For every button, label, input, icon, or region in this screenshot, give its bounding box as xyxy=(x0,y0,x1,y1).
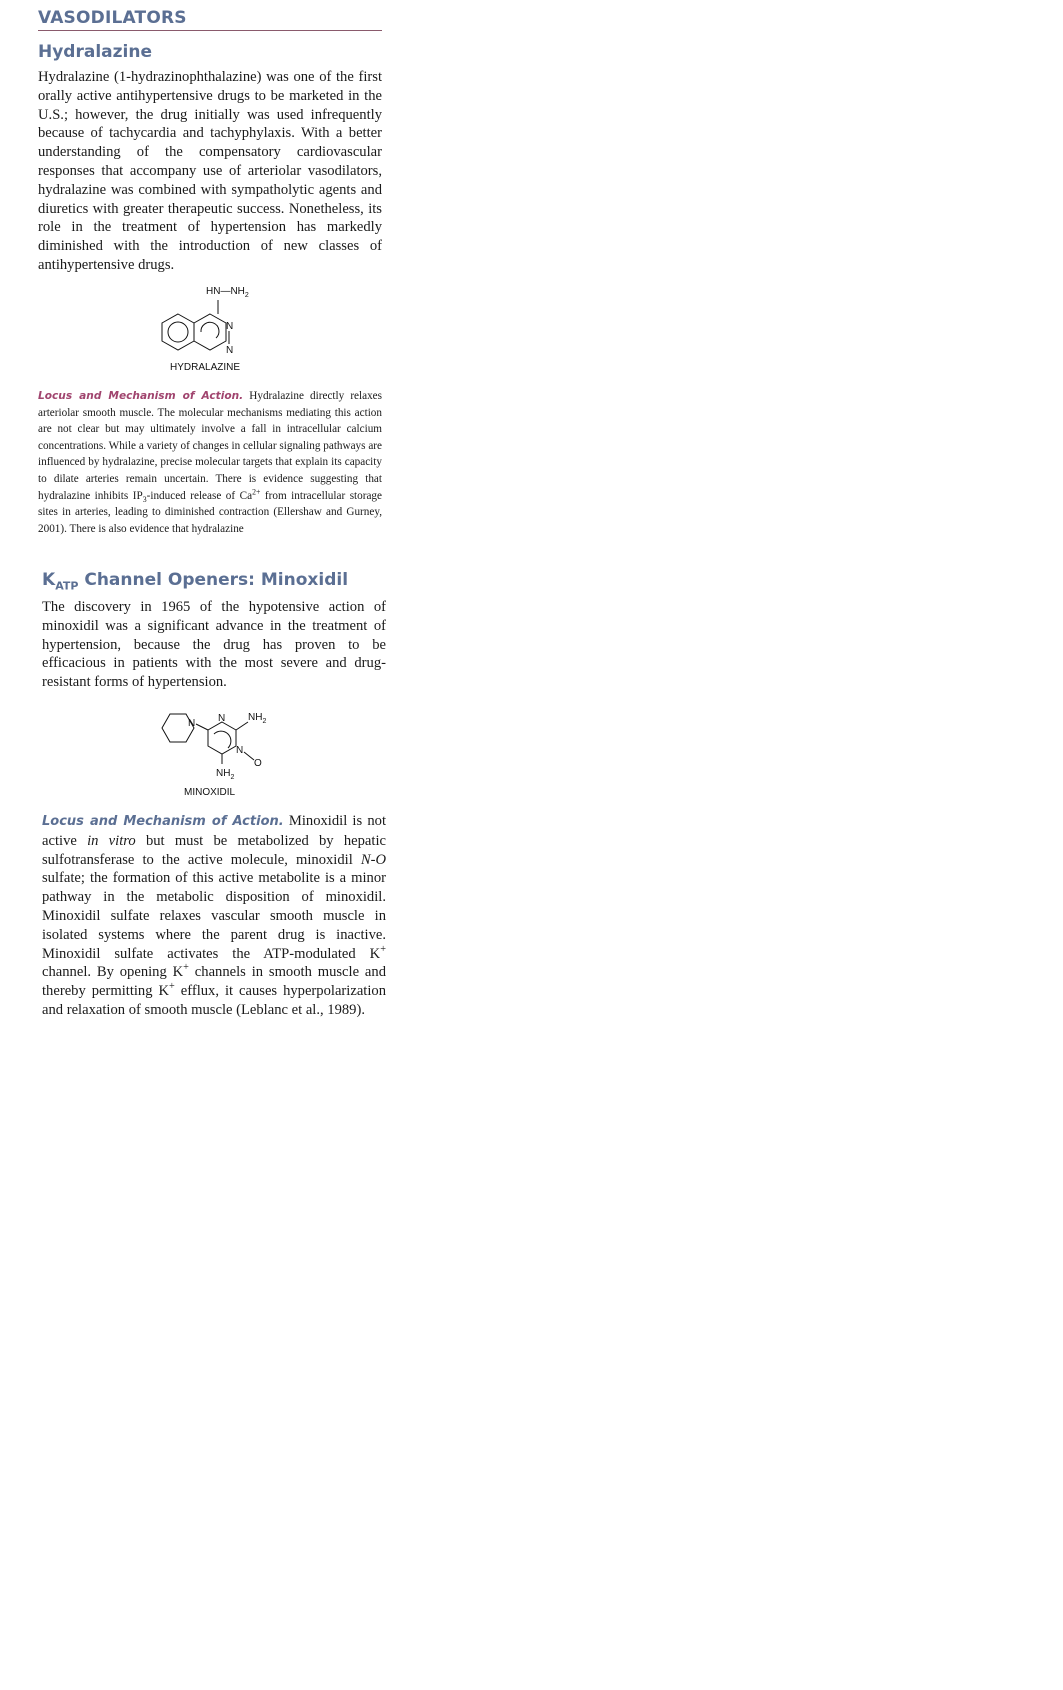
hydralazine-n2: N xyxy=(226,345,234,356)
hydralazine-mechanism: Locus and Mechanism of Action. Hydralazine directly relaxes arteriolar smooth muscle. The molecular mechanisms mediating this action are not clear but may ultimately involve a fall in intracellular calcium concentrations. While a variety of changes in cellular signaling pathways are influenced by hydralazine, precise molecular targets that explain its capacity to dilate arteries remain uncertain. There is evidence suggesting that hydralazine inhibits $IP_3$-induced release of $Ca^{2+}$ from intracellular storage sites in arteries, leading to diminished contraction (Ellershaw and Gurney, 2001). There is also evidence that hydralazine xyxy=(38,390,382,535)
hydralazine-structure-label: HYDRALAZINE xyxy=(170,362,241,373)
minoxidil-o: O xyxy=(254,758,262,769)
minoxidil-intro: The discovery in 1965 of the hypotensive action of minoxidil was a significant advance in the treatment of hypertension, because the drug has proven to be efficacious in patients with the most severe and drug-resistant forms of hypertension. xyxy=(42,599,386,691)
minoxidil-n-oxide: N xyxy=(236,745,244,756)
minoxidil-n-pip: N xyxy=(188,718,196,729)
minoxidil-molecule-drawing xyxy=(150,704,300,804)
hydralazine-heading: Hydralazine xyxy=(38,42,152,62)
minoxidil-nh2-top: $NH_2$ xyxy=(248,712,267,725)
section-header xyxy=(38,8,382,31)
hydralazine-mechanism-lead: Locus and Mechanism of Action. xyxy=(38,390,244,402)
minoxidil-mechanism-lead: Locus and Mechanism of Action. xyxy=(42,814,284,829)
section-title: VASODILATORS xyxy=(38,8,187,28)
minoxidil-structure xyxy=(150,704,300,804)
hydralazine-structure xyxy=(150,282,270,372)
minoxidil-n-top: N xyxy=(218,713,226,724)
hydralazine-group-label: $HN—NH_2$ xyxy=(206,286,249,299)
hydralazine-molecule-drawing xyxy=(150,282,270,372)
minoxidil-nh2-bottom: $NH_2$ xyxy=(216,768,235,781)
minoxidil-mechanism: Locus and Mechanism of Action. Minoxidil is not active in vitro but must be metabolized by hepatic sulfotransferase to the active molecule, minoxidil N-O sulfate; the formation of this active metabolite is a minor pathway in the metabolic disposition of minoxidil. Minoxidil sulfate relaxes vascular smooth muscle in isolated systems where the parent drug is inactive. Minoxidil sulfate activates the ATP-modulated K+ channel. By opening K+ channels in smooth muscle and thereby permitting K+ efflux, it causes hyperpolarization and relaxation of smooth muscle (Leblanc et al., 1989). xyxy=(42,813,386,1018)
minoxidil-heading: $K_{ATP}$ Channel Openers: Minoxidil xyxy=(42,570,349,593)
hydralazine-n1: N xyxy=(226,321,234,332)
hydralazine-intro: Hydralazine (1-hydrazinophthalazine) was one of the first orally active antihypertensive drugs to be marketed in the U.S.; however, the drug initially was used infrequently because of tachycardia and tachyphylaxis. With a better understanding of the compensatory cardiovascular responses that accompany use of arteriolar vasodilators, hydralazine was combined with sympatholytic agents and diuretics with greater therapeutic success. Nonetheless, its role in the treatment of hypertension has markedly diminished with the introduction of new classes of antihypertensive drugs. xyxy=(38,69,382,273)
minoxidil-structure-label: MINOXIDIL xyxy=(184,787,236,798)
